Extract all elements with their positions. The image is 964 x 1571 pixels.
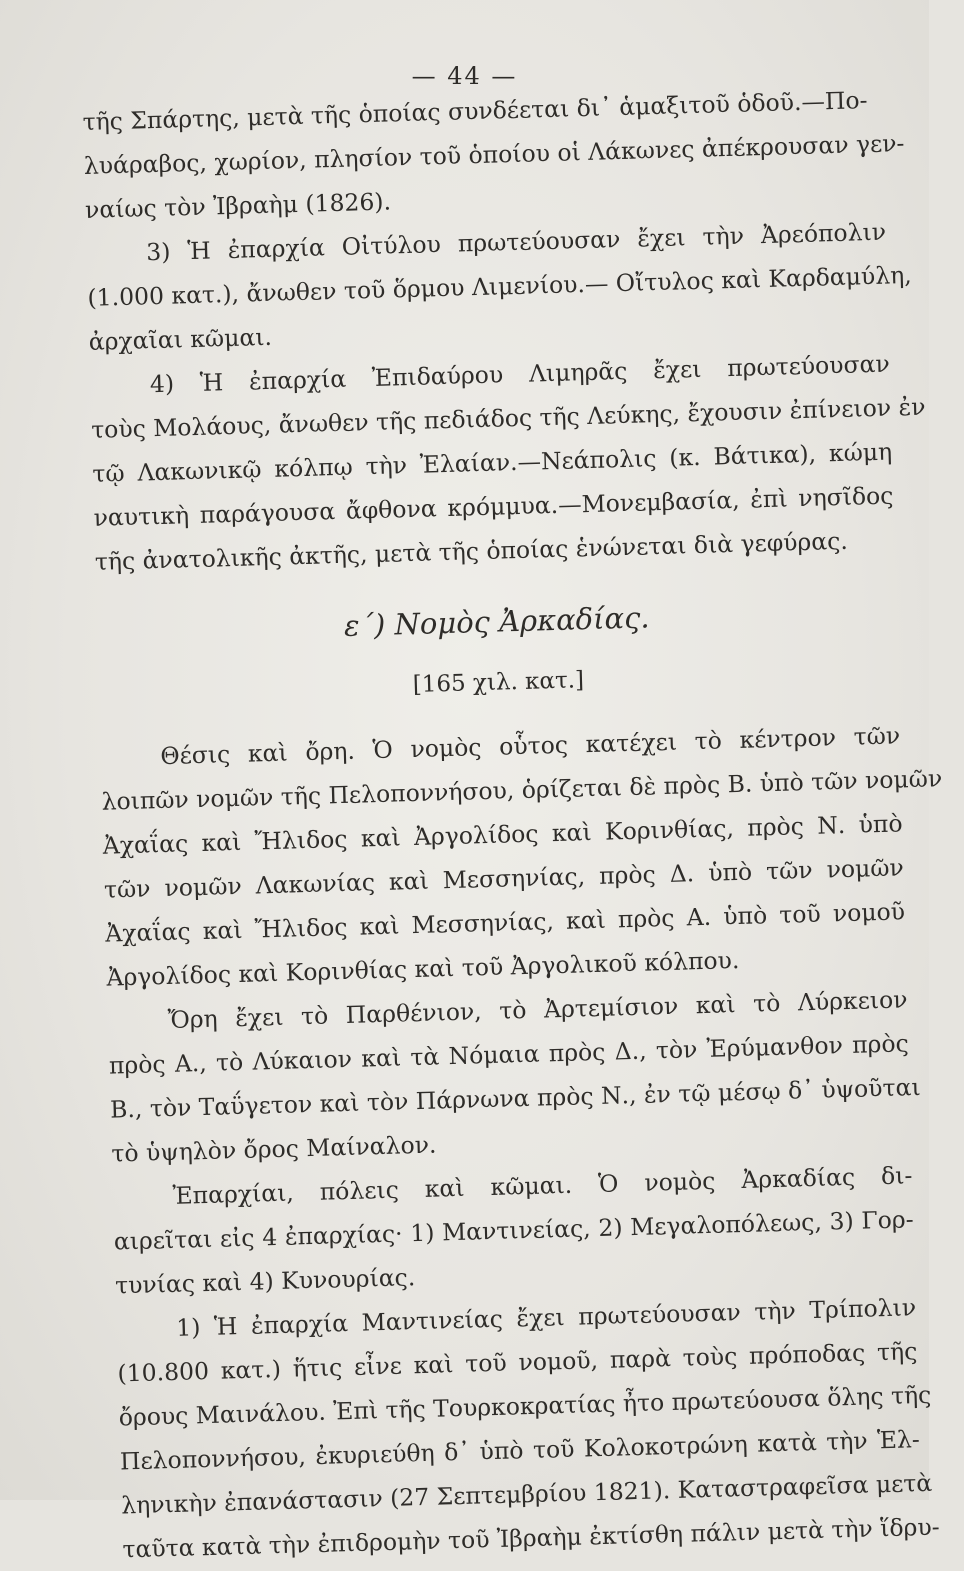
text-line: Ἐπαρχίαι, πόλεις καὶ κῶμαι. Ὁ νομὸς Ἀρκαδίας δι- (172, 1161, 913, 1210)
section-heading: ε΄) Νομὸς Ἀρκαδίας. (343, 600, 650, 643)
text-line: Θέσις καὶ ὄρη. Ὁ νομὸς οὗτος κατέχει τὸ κέντρον τῶν (159, 721, 901, 771)
text-line: ναίως τὸν Ἰβραὴμ (1826). (84, 187, 392, 224)
body-text (82, 78, 943, 1571)
text-line: τυνίας καὶ 4) Κυνουρίας. (114, 1263, 416, 1300)
text-line: Β., τὸν Ταΰγετον καὶ τὸν Πάρνωνα πρὸς Ν., ἐν τῷ μέσῳ δ᾽ ὑψοῦται (109, 1072, 921, 1124)
text-line: πρὸς Α., τὸ Λύκαιον καὶ τὰ Νόμαια πρὸς Δ., τὸν Ἐρύμανθον πρὸς (108, 1029, 910, 1080)
text-line: τῆς ἀνατολικῆς ἀκτῆς, μετὰ τῆς ὁποίας ἑνώνεται διὰ γεφύρας. (94, 526, 849, 576)
text-line: τῆς Σπάρτης, μετὰ τῆς ὁποίας συνδέεται δι᾽ ἁμαξιτοῦ ὁδοῦ.—Πο- (82, 86, 868, 136)
text-line: 4) Ἡ ἐπαρχία Ἐπιδαύρου Λιμηρᾶς ἔχει πρωτεύουσαν (149, 349, 891, 399)
text-line: τῶν νομῶν Λακωνίας καὶ Μεσσηνίας, πρὸς Δ. ὑπὸ τῶν νομῶν (103, 853, 905, 904)
text-line: Ἀχαΐας καὶ Ἤλιδος καὶ Ἀργολίδος καὶ Κορινθίας, πρὸς Ν. ὑπὸ (102, 809, 903, 860)
text-line: τοὺς Μολάους, ἄνωθεν τῆς πεδιάδος τῆς Λεύκης, ἔχουσιν ἐπίνειον ἐν (90, 392, 926, 444)
text-line: Ὄρη ἔχει τὸ Παρθένιον, τὸ Ἀρτεμίσιον καὶ τὸ Λύρκειον (167, 985, 908, 1034)
text-line: λυάραβος, χωρίον, πλησίον τοῦ ὁποίου οἱ Λάκωνες ἀπέκρουσαν γεν- (83, 129, 905, 180)
text-line: λοιπῶν νομῶν τῆς Πελοποννήσου, ὁρίζεται δὲ πρὸς Β. ὑπὸ τῶν νομῶν (101, 764, 943, 816)
text-line: ταῦτα κατὰ τὴν ἐπιδρομὴν τοῦ Ἰβραὴμ ἐκτίσθη πάλιν μετὰ τὴν ἵδρυ- (122, 1512, 940, 1564)
text-line: ὄρους Μαινάλου. Ἐπὶ τῆς Τουρκοκρατίας ἦτο πρωτεύουσα ὅλης τῆς (118, 1380, 932, 1432)
text-line: τὸ ὑψηλὸν ὄρος Μαίναλον. (111, 1130, 437, 1168)
page-number: — 44 — (411, 62, 518, 90)
section-subheading: [165 χιλ. κατ.] (412, 667, 585, 698)
text-line: (1.000 κατ.), ἄνωθεν τοῦ ὅρμου Λιμενίου.— Οἴτυλος καὶ Καρδαμύλη, (87, 260, 913, 312)
text-line: (10.800 κατ.) ἥτις εἶνε καὶ τοῦ νομοῦ, παρὰ τοὺς πρόποδας τῆς (117, 1337, 918, 1388)
text-line: 3) Ἡ ἐπαρχία Οἰτύλου πρωτεύουσαν ἔχει τὴν Ἀρεόπολιν (145, 217, 887, 267)
text-line: Ἀχαΐας καὶ Ἤλιδος καὶ Μεσσηνίας, καὶ πρὸς Α. ὑπὸ τοῦ νομοῦ (104, 897, 906, 948)
text-line: 1) Ἡ ἐπαρχία Μαντινείας ἔχει πρωτεύουσαν τὴν Τρίπολιν (175, 1293, 917, 1342)
text-line: ληνικὴν ἐπανάστασιν (27 Σεπτεμβρίου 1821). Καταστραφεῖσα μετὰ (120, 1468, 933, 1520)
text-line: τῷ Λακωνικῷ κόλπῳ τὴν Ἐλαίαν.—Νεάπολις (κ. Βάτικα), κώμη (92, 437, 893, 488)
text-line: ναυτικὴ παράγουσα ἄφθονα κρόμμυα.—Μονεμβασία, ἐπὶ νησῖδος (93, 481, 894, 532)
text-line: Πελοποννήσου, ἐκυριεύθη δ᾽ ὑπὸ τοῦ Κολοκοτρώνη κατὰ τὴν Ἑλ- (119, 1425, 921, 1476)
text-line: Ἀργολίδος καὶ Κορινθίας καὶ τοῦ Ἀργολικοῦ κόλπου. (106, 945, 740, 992)
text-line: αιρεῖται εἰς 4 ἐπαρχίας· 1) Μαντινείας, 2) Μεγαλοπόλεως, 3) Γορ- (113, 1205, 914, 1256)
text-line: ἀρχαῖαι κῶμαι. (88, 322, 273, 356)
